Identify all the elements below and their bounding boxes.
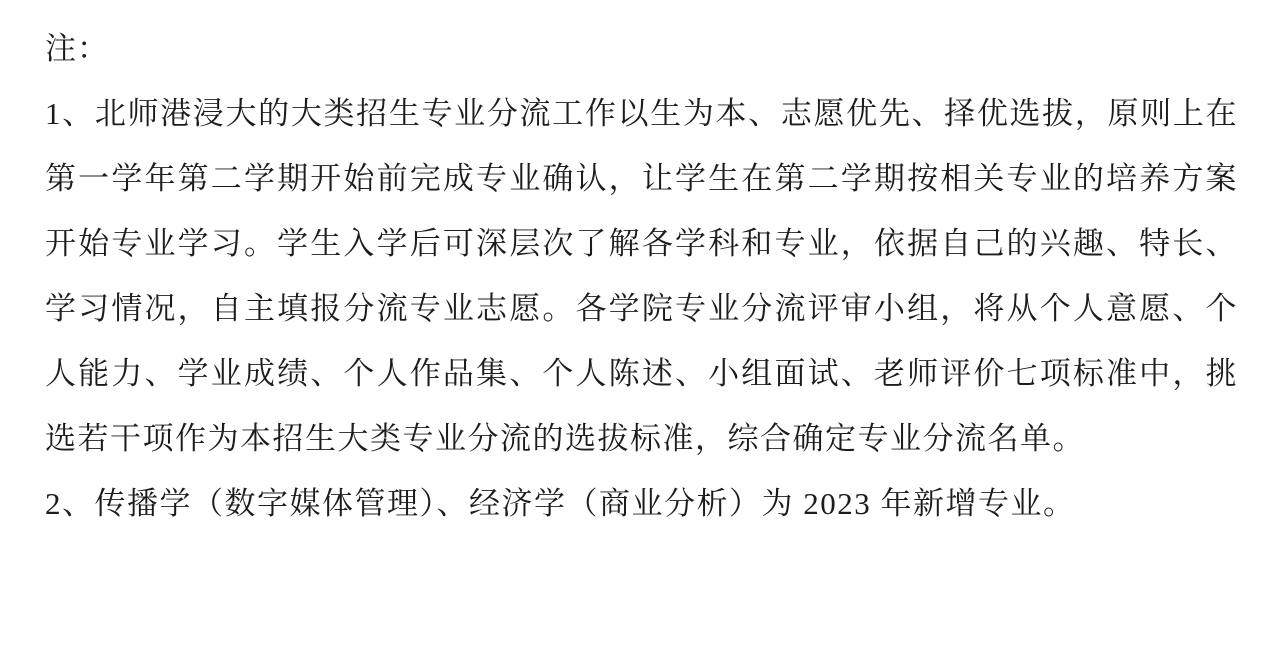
note-item-2: 2、传播学（数字媒体管理）、经济学（商业分析）为 2023 年新增专业。 (45, 486, 1076, 521)
note-item-1: 1、北师港浸大的大类招生专业分流工作以生为本、志愿优先、择优选拔，原则上在第一学年第二学期开始前完成专业确认，让学生在第二学期按相关专业的培养方案开始专业学习。学生入学后可深层次了解各学科和专业，依据自己的兴趣、特长、学习情况，自主填报分流专业志愿。各学院专业分流评审小组，将从个人意愿、个人能力、学业成绩、个人作品集、个人陈述、小组面试、老师评价七项标准中，挑选若干项作为本招生大类专业分流的选拔标准，综合确定专业分流名单。 (45, 96, 1238, 456)
note-heading: 注： (45, 31, 109, 66)
